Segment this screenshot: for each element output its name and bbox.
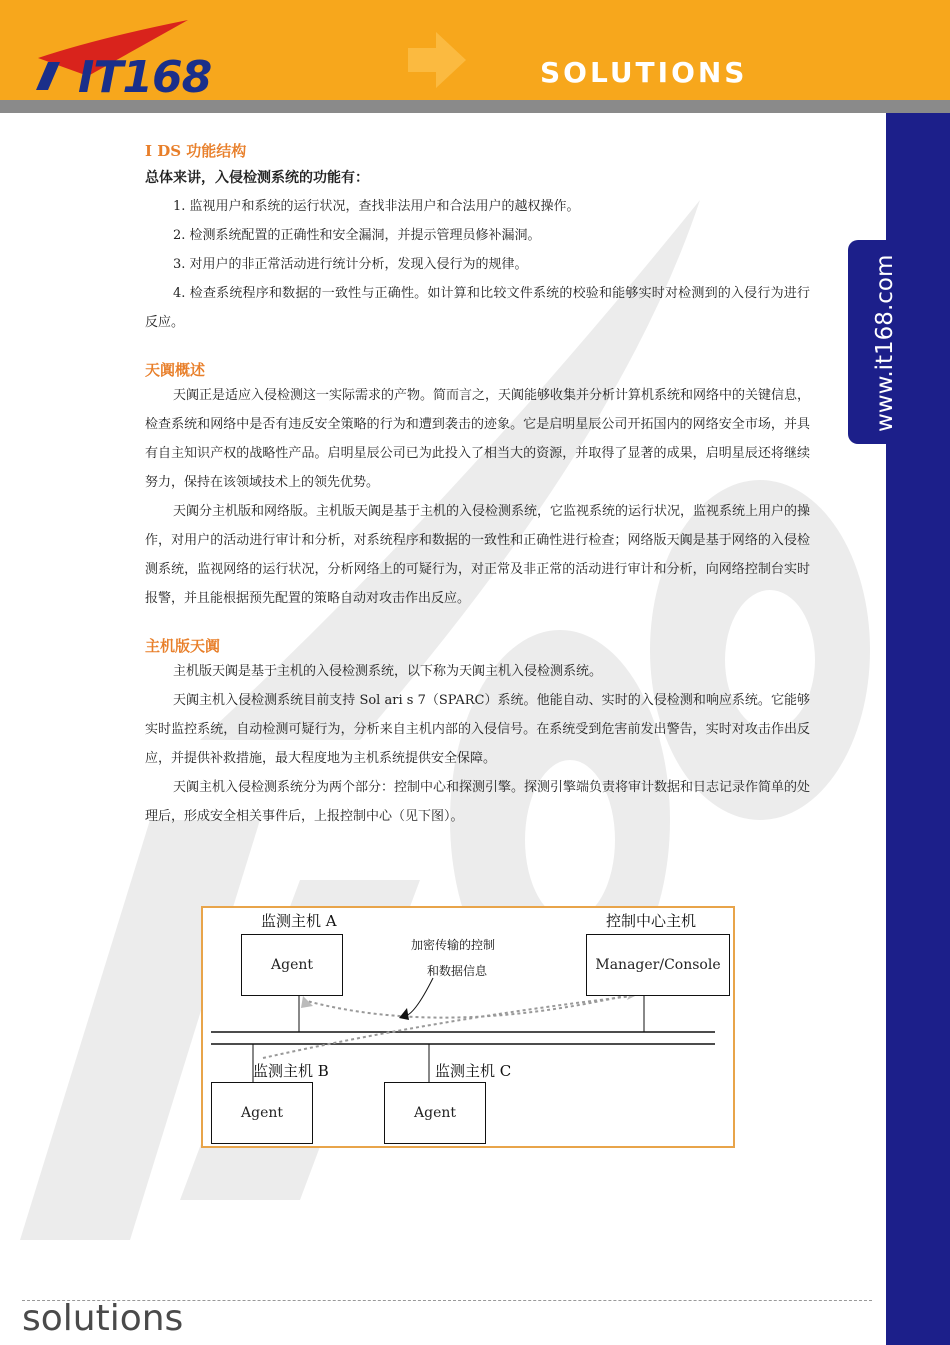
header-tagline: SOLUTIONS (540, 56, 748, 89)
annotation-line1: 加密传输的控制 (411, 938, 496, 952)
logo-text: IT168 (78, 52, 212, 103)
arrow-right-icon (408, 30, 468, 90)
paragraph: 2. 检测系统配置的正确性和安全漏洞，并提示管理员修补漏洞。 (173, 228, 541, 243)
host-b-agent-box: Agent (211, 1082, 313, 1144)
section-lead: 总体来讲，入侵检测系统的功能有： (145, 170, 369, 186)
sidebar-url[interactable]: www.it168.com (872, 254, 898, 432)
host-c-label: 监测主机 C (435, 1062, 512, 1080)
section-title-ids: I DS 功能结构 (145, 142, 247, 160)
paragraph: 3. 对用户的非正常活动进行统计分析，发现入侵行为的规律。 (173, 257, 528, 272)
host-a-label: 监测主机 A (261, 912, 337, 930)
paragraph: 天阗分主机版和网络版。主机版天阗是基于主机的入侵检测系统，它监视系统的运行状况，监视系统上用户的操作，对用户的活动进行审计和分析，对系统程序和数据的一致性和正确性进行检查；网络版天阗是基于网络的入侵检测系统，监视网络的运行状况，分析网络上的可疑行为，对正常及非正常的活动进行审计和分析，向网络控制台实时报警，并且能根据预先配置的策略自动对攻击作出反应。 (145, 504, 811, 606)
paragraph: 4. 检查系统程序和数据的一致性与正确性。如计算和比较文件系统的校验和能够实时对检测到的入侵行为进行反应。 (145, 286, 810, 330)
network-diagram (201, 906, 735, 1148)
manager-console-box: Manager/Console (586, 934, 730, 996)
paragraph: 天阗正是适应入侵检测这一实际需求的产物。简而言之，天阗能够收集并分析计算机系统和网络中的关键信息，检查系统和网络中是否有违反安全策略的行为和遭到袭击的迹象。它是启明星辰公司开拓国内的网络安全市场，并具有自主知识产权的战略性产品。启明星辰公司已为此投入了相当大的资源，并取得了显著的成果，启明星辰还将继续努力，保持在该领域技术上的领先优势。 (145, 388, 811, 490)
section-title-host: 主机版天阗 (145, 637, 221, 655)
paragraph: 主机版天阗是基于主机的入侵检测系统，以下称为天阗主机入侵检测系统。 (173, 664, 603, 679)
footer-label: solutions (22, 1298, 184, 1339)
paragraph: 1. 监视用户和系统的运行状况，查找非法用户和合法用户的越权操作。 (173, 199, 580, 214)
host-b-label: 监测主机 B (253, 1062, 329, 1080)
host-a-agent-box: Agent (241, 934, 343, 996)
control-center-label: 控制中心主机 (606, 912, 697, 930)
host-c-agent-box: Agent (384, 1082, 486, 1144)
annotation-line2: 和数据信息 (427, 964, 488, 978)
main-content (145, 140, 810, 831)
section-title-overview: 天阗概述 (145, 361, 206, 379)
paragraph: 天阗主机入侵检测系统目前支持 Sol ari s 7（SPARC）系统。他能自动、实时的入侵检测和响应系统。它能够实时监控系统，自动检测可疑行为，分析来自主机内部的入侵信号。在系统受到危害前发出警告，实时对攻击作出反应，并提供补救措施，最大程度地为主机系统提供安全保障。 (145, 693, 810, 766)
paragraph: 天阗主机入侵检测系统分为两个部分：控制中心和探测引擎。探测引擎端负责将审计数据和日志记录作简单的处理后，形成安全相关事件后，上报控制中心（见下图）。 (145, 780, 811, 824)
